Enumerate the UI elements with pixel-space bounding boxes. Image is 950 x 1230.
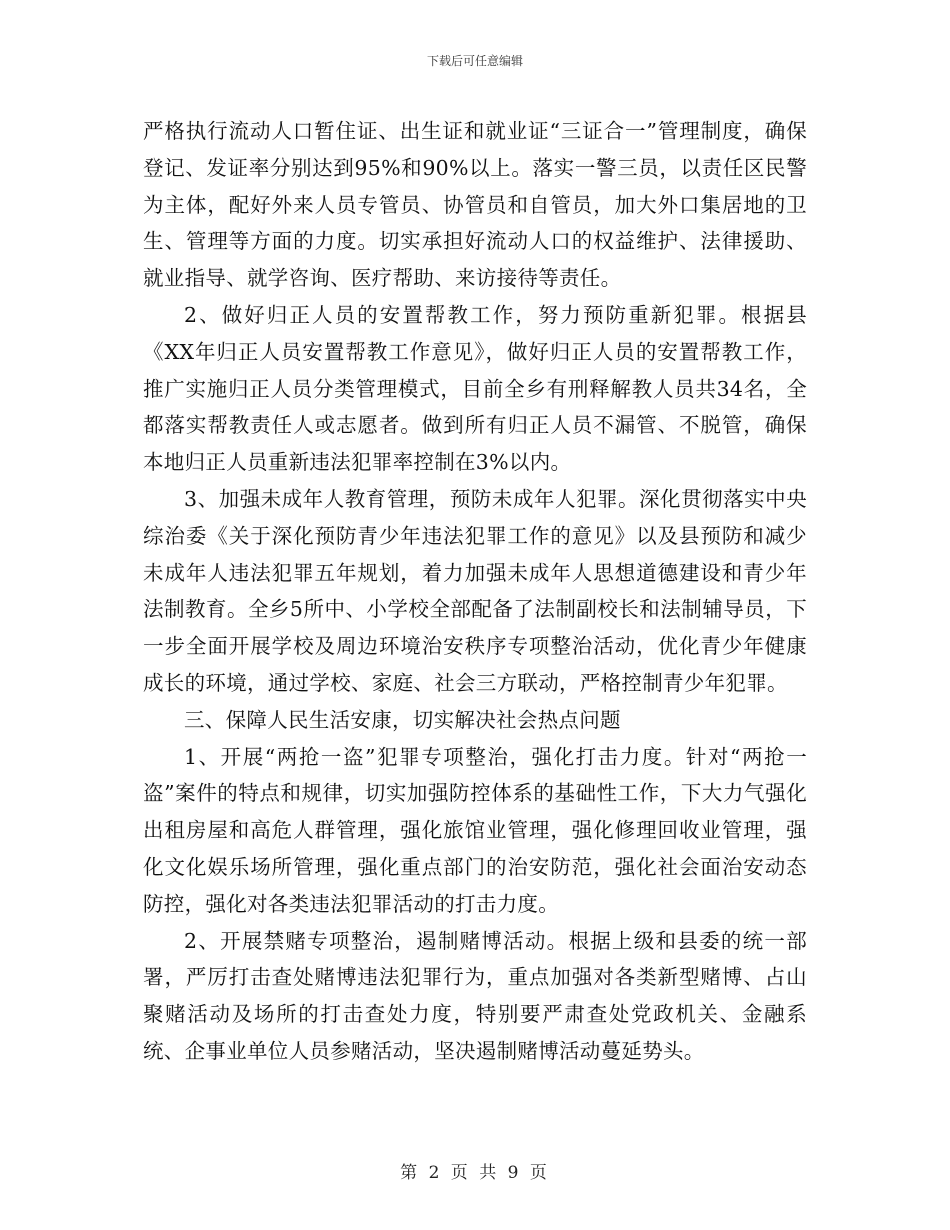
paragraph-4: 1、开展“两抢一盗”犯罪专项整治，强化打击力度。针对“两抢一盗”案件的特点和规律，切实加强防控体系的基础性工作，下大力气强化出租房屋和高危人群管理，强化旅馆业管理，强化修理回收业管理，强化文化娱乐场所管理，强化重点部门的治安防范，强化社会面治安动态防控，强化对各类违法犯罪活动的打击力度。	[143, 744, 807, 916]
section-heading: 三、保障人民生活安康，切实解决社会热点问题	[184, 707, 621, 732]
paragraph-1: 严格执行流动人口暂住证、出生证和就业证“三证合一”管理制度，确保登记、发证率分别达到95%和90%以上。落实一警三员，以责任区民警为主体，配好外来人员专管员、协管员和自管员，加大外口集居地的卫生、管理等方面的力度。切实承担好流动人口的权益维护、法律援助、就业指导、就学咨询、医疗帮助、来访接待等责任。	[143, 119, 807, 291]
document-body	[143, 113, 807, 1070]
paragraph-3: 3、加强未成年人教育管理，预防未成年人犯罪。深化贯彻落实中央综治委《关于深化预防青少年违法犯罪工作的意见》以及县预防和减少未成年人违法犯罪五年规划，着力加强未成年人思想道德建设和青少年法制教育。全乡5所中、小学校全部配备了法制副校长和法制辅导员，下一步全面开展学校及周边环境治安秩序专项整治活动，优化青少年健康成长的环境，通过学校、家庭、社会三方联动，严格控制青少年犯罪。	[143, 486, 807, 695]
page-number-footer: 第 2 页 共 9 页	[400, 1163, 550, 1183]
paragraph-5: 2、开展禁赌专项整治，遏制赌博活动。根据上级和县委的统一部署，严厉打击查处赌博违法犯罪行为，重点加强对各类新型赌博、占山聚赌活动及场所的打击查处力度，特别要严肃查处党政机关、金融系统、企事业单位人员参赌活动，坚决遏制赌博活动蔓延势头。	[143, 928, 807, 1063]
paragraph-2: 2、做好归正人员的安置帮教工作，努力预防重新犯罪。根据县《XX年归正人员安置帮教工作意见》，做好归正人员的安置帮教工作，推广实施归正人员分类管理模式，目前全乡有刑释解教人员共34名，全都落实帮教责任人或志愿者。做到所有归正人员不漏管、不脱管，确保本地归正人员重新违法犯罪率控制在3%以内。	[143, 302, 807, 475]
page-header: 下载后可任意编辑	[426, 54, 523, 68]
